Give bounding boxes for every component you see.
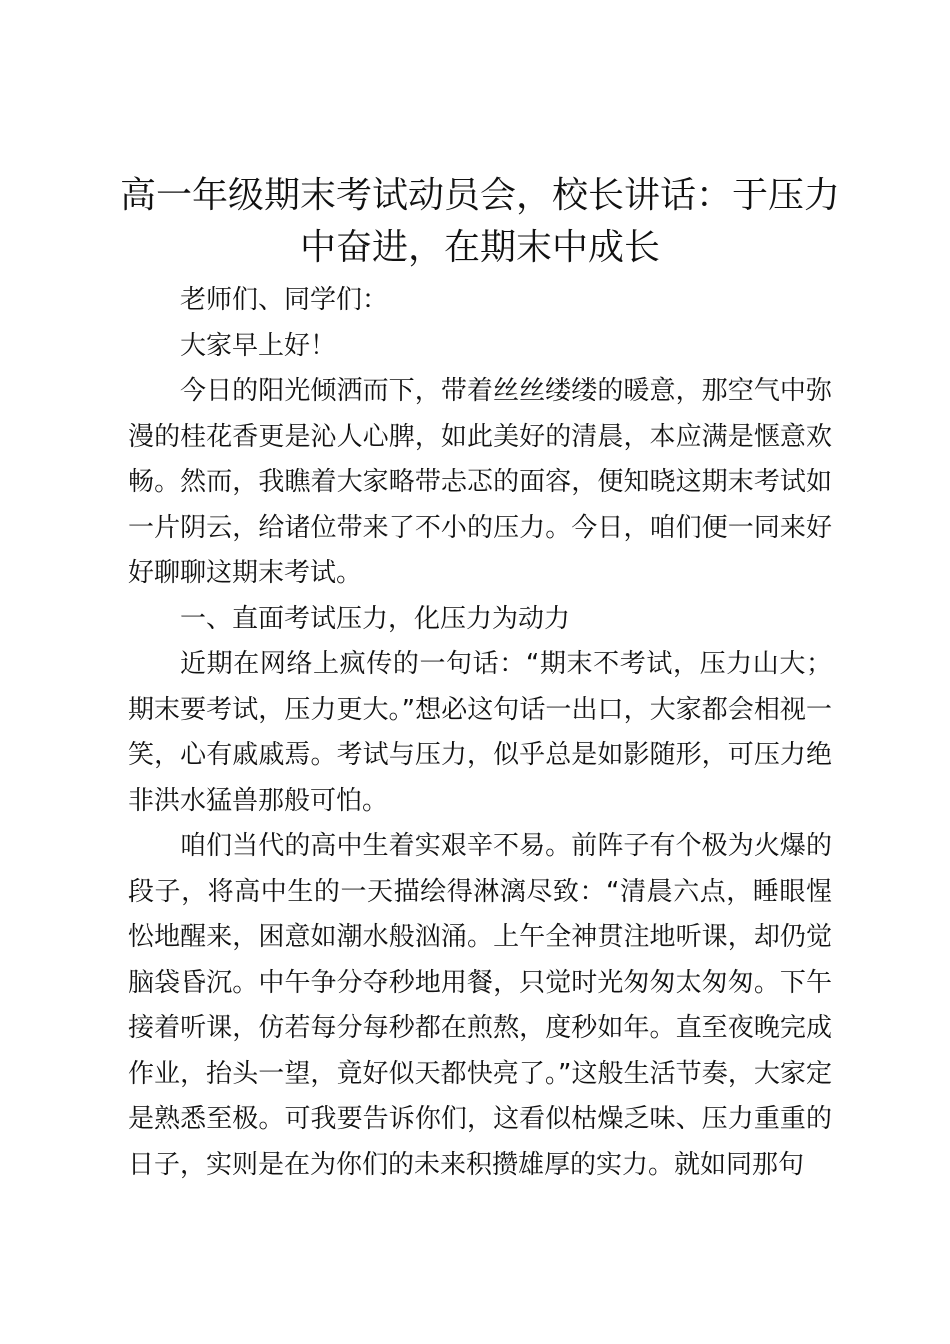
paragraph-intro: 今日的阳光倾洒而下，带着丝丝缕缕的暖意，那空气中弥漫的桂花香更是沁人心脾，如此美好的清晨，本应满是惬意欢畅。然而，我瞧着大家略带忐忑的面容，便知晓这期末考试如一片阴云，给诸位带来了不小的压力。今日，咱们便一同来好好聊聊这期末考试。 (128, 376, 832, 588)
paragraph-student-life: 咱们当代的高中生着实艰辛不易。前阵子有个极为火爆的段子，将高中生的一天描绘得淋漓尽致：“清晨六点，睡眼惺忪地醒来，困意如潮水般汹涌。上午全神贯注地听课，却仍觉脑袋昏沉。中午争分夺秒地用餐，只觉时光匆匆太匆匆。下午接着听课，仿若每分每秒都在煎熬，度秒如年。直至夜晚完成作业，抬头一望，竟好似天都快亮了。”这般生活节奏，大家定是熟悉至极。可我要告诉你们，这看似枯燥乏味、压力重重的日子，实则是在为你们的未来积攒雄厚的实力。就如同那句 (128, 831, 832, 1180)
section-heading-1: 一、直面考试压力，化压力为动力 (180, 603, 571, 634)
document-title: 高一年级期末考试动员会，校长讲话：于压力中奋进，在期末中成长 (119, 175, 840, 268)
paragraph-pressure: 近期在网络上疯传的一句话：“期末不考试，压力山大；期末要考试，压力更大。”想必这句话一出口，大家都会相视一笑，心有戚戚焉。考试与压力，似乎总是如影随形，可压力绝非洪水猛兽那般可怕。 (128, 649, 832, 816)
document-body (128, 278, 832, 1188)
paragraph-greeting: 老师们、同学们： (180, 285, 389, 315)
paragraph-good-morning: 大家早上好！ (180, 330, 337, 361)
